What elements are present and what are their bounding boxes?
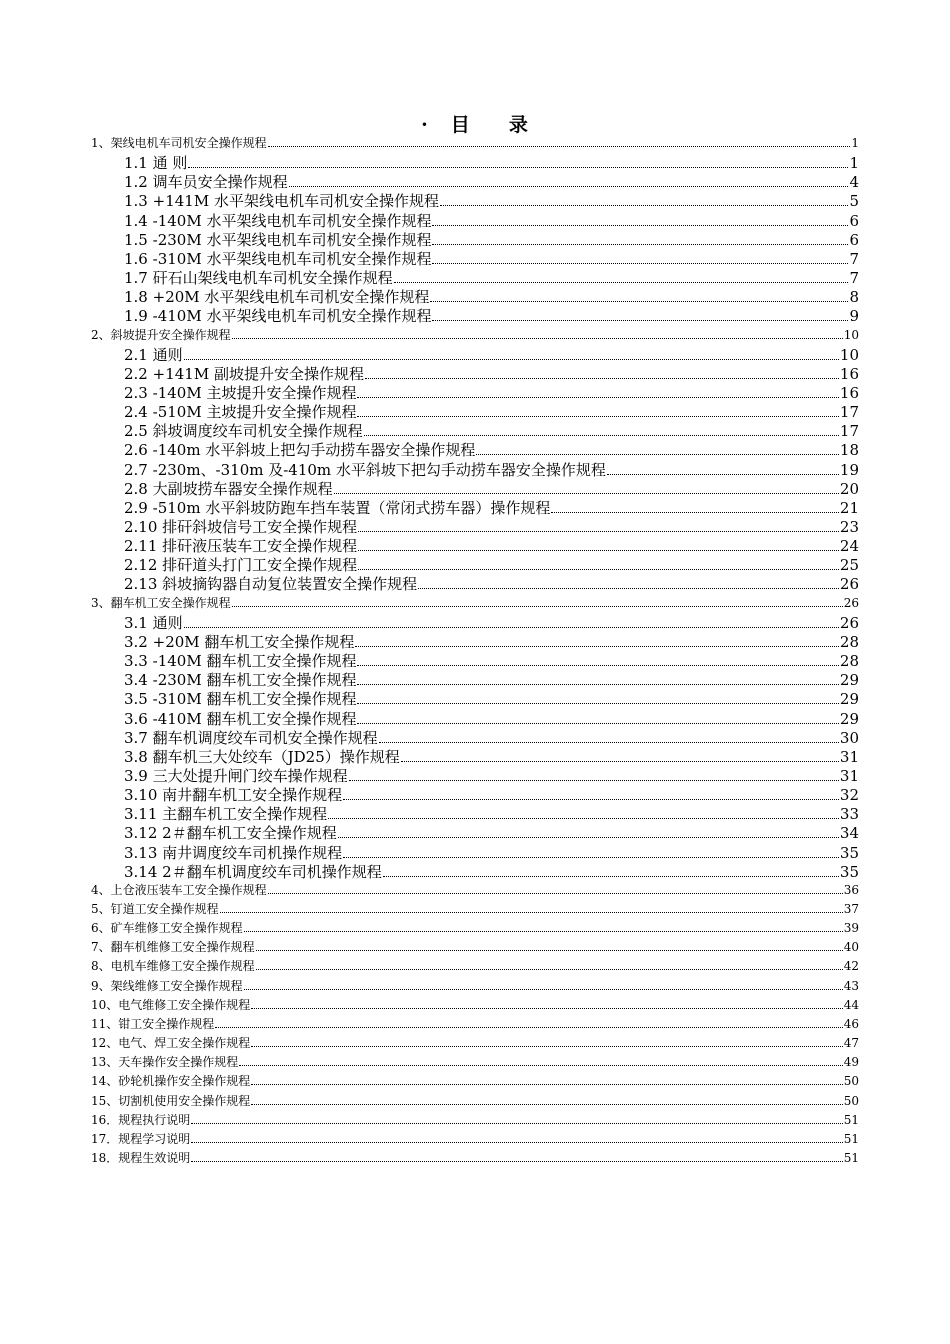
toc-entry-chapter[interactable] [91,1054,859,1070]
dot-leader [358,546,839,551]
toc-entry-label: 2.8 大副坡捞车器安全操作规程 [124,479,333,498]
toc-entry-page-number: 30 [839,728,859,747]
dot-leader [432,221,848,226]
dot-leader [357,699,838,704]
toc-entry-label: 8、电机车维修工安全操作规程 [91,959,255,974]
toc-entry-label: 17．规程学习说明 [91,1131,191,1146]
toc-entry-page-number: 35 [839,862,859,881]
toc-entry-page-number: 7 [849,269,859,288]
toc-entry-section[interactable] [124,537,859,556]
toc-entry-label: 3.10 南井翻车机工安全操作规程 [124,786,343,805]
toc-entry-label: 2.6 -140m 水平斜坡上把勾手动捞车器安全操作规程 [124,441,476,460]
toc-entry-section[interactable] [124,805,859,824]
dot-leader [244,985,843,990]
toc-entry-section[interactable] [124,480,859,499]
toc-entry-section[interactable] [124,441,859,460]
toc-entry-chapter[interactable] [91,1016,859,1032]
toc-entry-label: 2.1 通则 [124,345,183,364]
dot-leader [440,201,849,206]
dot-leader [357,680,838,685]
toc-entry-section[interactable] [124,633,859,652]
dot-leader [432,240,848,245]
toc-entry-label: 3.6 -410M 翻车机工安全操作规程 [124,709,357,728]
toc-entry-section[interactable] [124,786,859,805]
toc-entry-label: 2.7 -230m、-310m 及-410m 水平斜坡下把勾手动捞车器安全操作规程 [124,460,606,479]
toc-entry-label: 9、架线维修工安全操作规程 [91,978,243,993]
toc-entry-section[interactable] [124,652,859,671]
dot-leader [357,393,838,398]
toc-entry-page-number: 34 [839,824,859,843]
toc-entry-label: 3.11 主翻车机工安全操作规程 [124,805,328,824]
toc-entry-page-number: 29 [839,709,859,728]
toc-entry-section[interactable] [124,499,859,518]
toc-entry-section[interactable] [124,518,859,537]
toc-entry-page-number: 21 [839,498,859,517]
toc-entry-label: 3.12 2＃翻车机工安全操作规程 [124,824,337,843]
dot-leader [268,142,851,147]
toc-entry-label: 1.7 矸石山架线电机车司机安全操作规程 [124,269,393,288]
dot-leader [357,661,838,666]
toc-entry-label: 3.13 南井调度绞车司机操作规程 [124,843,343,862]
toc-entry-page-number: 7 [849,249,859,268]
toc-entry-page-number: 40 [843,940,859,955]
dot-leader [251,1042,842,1047]
dot-leader [215,1023,842,1028]
toc-entry-label: 7、翻车机维修工安全操作规程 [91,940,255,955]
toc-entry-page-number: 17 [839,422,859,441]
toc-entry-label: 2.11 排矸液压装车工安全操作规程 [124,537,358,556]
dot-leader [244,927,843,932]
toc-entry-page-number: 26 [843,595,859,610]
toc-entry-label: 1、架线电机车司机安全操作规程 [91,136,267,150]
dot-leader [251,1080,842,1085]
toc-entry-page-number: 1 [851,136,859,150]
toc-entry-page-number: 26 [839,613,859,632]
toc-entry-label: 3、翻车机工安全操作规程 [91,595,231,610]
toc-entry-chapter[interactable] [91,1093,859,1109]
toc-entry-page-number: 10 [839,345,859,364]
dot-leader [220,908,843,913]
toc-entry-chapter[interactable] [91,997,859,1013]
toc-entry-section[interactable] [124,346,859,365]
toc-entry-label: 10、电气维修工安全操作规程 [91,997,251,1012]
toc-entry-page-number: 50 [843,1074,859,1089]
toc-entry-page-number: 49 [843,1055,859,1070]
toc-entry-page-number: 36 [843,882,859,897]
toc-entry-label: 2.2 +141M 副坡提升安全操作规程 [124,364,364,383]
dot-leader [349,776,839,781]
toc-entry-label: 2.3 -140M 主坡提升安全操作规程 [124,383,357,402]
dot-leader [432,316,848,321]
dot-leader [232,602,843,607]
toc-entry-page-number: 33 [839,805,859,824]
dot-leader [355,642,838,647]
toc-entry-label: 1.9 -410M 水平架线电机车司机安全操作规程 [124,307,432,326]
toc-entry-page-number: 32 [839,786,859,805]
toc-entry-chapter[interactable] [91,595,859,611]
toc-entry-label: 3.3 -140M 翻车机工安全操作规程 [124,652,357,671]
toc-entry-label: 3.8 翻车机三大处绞车（JD25）操作规程 [124,747,400,766]
dot-leader [338,833,839,838]
toc-entry-label: 3.14 2＃翻车机调度绞车司机操作规程 [124,862,382,881]
toc-entry-label: 1.1 通 则 [124,154,188,173]
dot-leader [476,450,839,455]
dot-leader [401,757,839,762]
toc-entry-label: 18．规程生效说明 [91,1150,191,1165]
toc-entry-section[interactable] [124,710,859,729]
toc-entry-label: 1.3 +141M 水平架线电机车司机安全操作规程 [124,192,439,211]
toc-entry-section[interactable] [124,863,859,882]
toc-entry-chapter[interactable] [91,1131,859,1147]
toc-entry-page-number: 42 [843,959,859,974]
toc-entry-section[interactable] [124,231,859,250]
toc-entry-section[interactable] [124,307,859,326]
dot-leader [383,872,839,877]
dot-leader [191,1157,842,1162]
toc-entry-page-number: 31 [839,747,859,766]
dot-leader [191,1138,842,1143]
toc-entry-page-number: 20 [839,479,859,498]
toc-entry-section[interactable] [124,154,859,173]
toc-entry-label: 2.5 斜坡调度绞车司机安全操作规程 [124,422,363,441]
toc-entry-label: 3.4 -230M 翻车机工安全操作规程 [124,671,357,690]
toc-entry-page-number: 46 [843,1016,859,1031]
toc-entry-section[interactable] [124,365,859,384]
toc-entry-label: 2.9 -510m 水平斜坡防跑车挡车装置（常闭式捞车器）操作规程 [124,498,551,517]
toc-entry-page-number: 6 [849,230,859,249]
toc-entry-section[interactable] [124,250,859,269]
dot-leader [328,814,839,819]
toc-entry-page-number: 47 [843,1036,859,1051]
dot-leader [364,431,839,436]
toc-entry-label: 2、斜坡提升安全操作规程 [91,327,231,342]
toc-entry-page-number: 9 [849,307,859,326]
toc-entry-label: 14、砂轮机操作安全操作规程 [91,1074,251,1089]
toc-entry-page-number: 35 [839,843,859,862]
toc-entry-label: 5、钉道工安全操作规程 [91,902,219,916]
toc-entry-chapter[interactable] [91,978,859,994]
toc-entry-section[interactable] [124,748,859,767]
toc-entry-label: 1.2 调车员安全操作规程 [124,173,288,192]
dot-leader [358,527,839,532]
toc-entry-section[interactable] [124,192,859,211]
title-bullet: · [421,114,429,136]
dot-leader [430,297,848,302]
toc-entry-section[interactable] [124,824,859,843]
toc-entry-page-number: 26 [839,575,859,594]
toc-entry-section[interactable] [124,461,859,480]
toc-entry-label: 2.10 排矸斜坡信号工安全操作规程 [124,518,358,536]
toc-entry-section[interactable] [124,556,859,575]
toc-entry-page-number: 39 [843,921,859,936]
toc-entry-section[interactable] [124,575,859,594]
toc-entry-section[interactable] [124,422,859,441]
title-char-2: 录 [508,114,529,136]
toc-entry-label: 3.1 通则 [124,613,183,632]
toc-entry-page-number: 50 [843,1093,859,1108]
toc-entry-section[interactable] [124,288,859,307]
toc-entry-label: 2.13 斜坡摘钩器自动复位装置安全操作规程 [124,575,418,594]
dot-leader [232,334,843,339]
toc-entry-chapter[interactable] [91,882,859,898]
toc-entry-section[interactable] [124,844,859,863]
toc-entry-label: 4、上仓液压装车工安全操作规程 [91,882,267,897]
toc-entry-label: 1.5 -230M 水平架线电机车司机安全操作规程 [124,230,432,249]
dot-leader [343,795,839,800]
toc-entry-section[interactable] [124,671,859,690]
toc-entry-section[interactable] [124,614,859,633]
toc-entry-section[interactable] [124,384,859,403]
toc-entry-chapter[interactable] [91,135,859,151]
toc-entry-chapter[interactable] [91,958,859,974]
dot-leader [334,489,839,494]
toc-entry-page-number: 31 [839,766,859,785]
dot-leader [256,946,843,951]
toc-entry-page-number: 51 [843,1112,859,1127]
toc-entry-page-number: 51 [843,1150,859,1165]
toc-entry-section[interactable] [124,690,859,709]
toc-entry-label: 1.4 -140M 水平架线电机车司机安全操作规程 [124,211,432,230]
toc-entry-page-number: 4 [849,173,859,192]
dot-leader [379,738,839,743]
toc-entry-chapter[interactable] [91,939,859,955]
toc-entry-chapter[interactable] [91,920,859,936]
dot-leader [432,259,848,264]
toc-entry-page-number: 43 [843,978,859,993]
toc-entry-section[interactable] [124,403,859,422]
toc-entry-page-number: 37 [843,902,859,916]
toc-entry-label: 3.9 三大处提升闸门绞车操作规程 [124,766,348,785]
toc-entry-label: 16．规程执行说明 [91,1112,191,1127]
dot-leader [239,1061,842,1066]
toc-entry-page-number: 18 [839,441,859,460]
toc-entry-label: 11、钳工安全操作规程 [91,1016,215,1031]
toc-entry-section[interactable] [124,269,859,288]
toc-entry-page-number: 51 [843,1131,859,1146]
toc-entry-page-number: 23 [839,518,859,536]
toc-entry-page-number: 16 [839,383,859,402]
toc-entry-page-number: 6 [849,211,859,230]
toc-entry-chapter[interactable] [91,1073,859,1089]
toc-entry-page-number: 28 [839,652,859,671]
toc-entry-label: 2.12 排矸道头打门工安全操作规程 [124,556,358,575]
dot-leader [289,182,849,187]
toc-entry-chapter[interactable] [91,901,859,917]
toc-entry-page-number: 29 [839,671,859,690]
dot-leader [418,584,839,589]
toc-entry-section[interactable] [124,212,859,231]
toc-entry-section[interactable] [124,173,859,192]
toc-entry-label: 12、电气、焊工安全操作规程 [91,1036,251,1051]
dot-leader [184,623,839,628]
toc-entry-page-number: 17 [839,403,859,422]
toc-entry-label: 1.6 -310M 水平架线电机车司机安全操作规程 [124,249,432,268]
toc-entry-page-number: 24 [839,537,859,556]
toc-entry-label: 3.7 翻车机调度绞车司机安全操作规程 [124,728,378,747]
toc-entry-label: 2.4 -510M 主坡提升安全操作规程 [124,403,357,422]
toc-entry-page-number: 1 [849,154,859,173]
dot-leader [394,278,849,283]
toc-entry-page-number: 44 [843,997,859,1012]
dot-leader [268,889,843,894]
toc-entry-page-number: 19 [839,460,859,479]
toc-entry-chapter[interactable] [91,1150,859,1166]
toc-entry-section[interactable] [124,729,859,748]
toc-entry-label: 3.2 +20M 翻车机工安全操作规程 [124,632,355,651]
toc-entry-label: 1.8 +20M 水平架线电机车司机安全操作规程 [124,288,430,307]
toc-entry-chapter[interactable] [91,1112,859,1128]
toc-title [0,110,950,137]
dot-leader [357,412,838,417]
dot-leader [357,719,838,724]
toc-entry-chapter[interactable] [91,327,859,343]
dot-leader [365,374,839,379]
dot-leader [343,853,839,858]
dot-leader [256,965,843,970]
toc-entry-page-number: 10 [843,327,859,342]
dot-leader [358,565,839,570]
toc-entry-label: 15、切割机使用安全操作规程 [91,1093,251,1108]
dot-leader [551,508,839,513]
toc-entry-page-number: 29 [839,690,859,709]
dot-leader [184,355,839,360]
toc-entry-page-number: 25 [839,556,859,575]
toc-entry-page-number: 16 [839,364,859,383]
dot-leader [607,470,839,475]
toc-entry-label: 13、天车操作安全操作规程 [91,1055,239,1070]
dot-leader [191,1119,842,1124]
toc-entry-label: 6、矿车维修工安全操作规程 [91,921,243,936]
toc-entry-page-number: 8 [849,288,859,307]
toc-entry-section[interactable] [124,767,859,786]
dot-leader [251,1004,842,1009]
dot-leader [251,1100,842,1105]
dot-leader [188,163,848,168]
title-char-1: 目 [450,114,471,136]
toc-entry-page-number: 28 [839,632,859,651]
toc-entry-label: 3.5 -310M 翻车机工安全操作规程 [124,690,357,709]
toc-entry-page-number: 5 [849,192,859,211]
toc-entry-chapter[interactable] [91,1035,859,1051]
